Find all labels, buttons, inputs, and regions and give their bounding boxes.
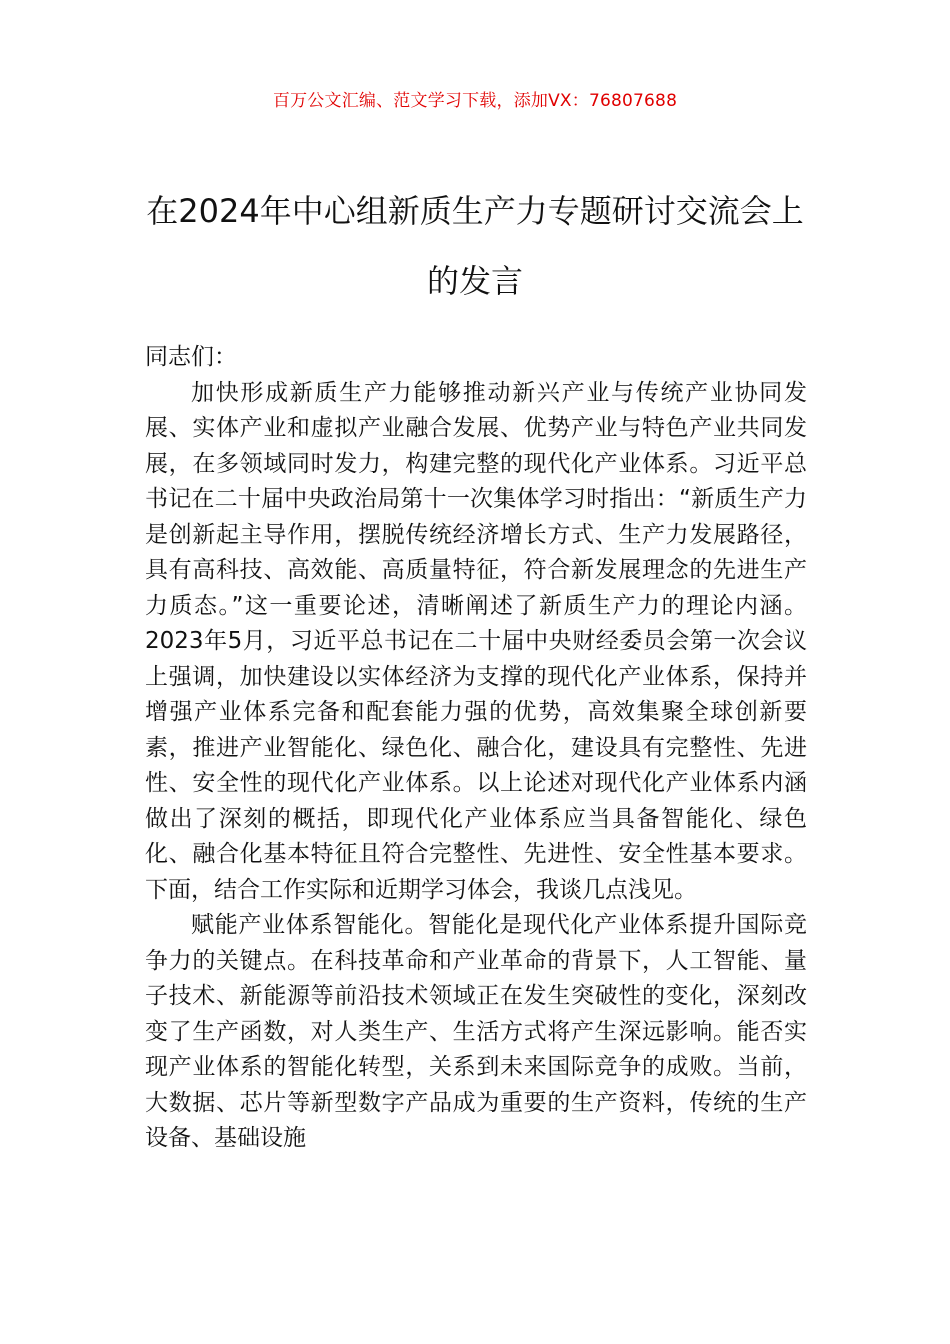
paragraph-intro: 加快形成新质生产力能够推动新兴产业与传统产业协同发展、实体产业和虚拟产业融合发展、优势产业与特色产业共同发展，在多领域同时发力，构建完整的现代化产业体系。习近平总书记在二十届中央政治局第十一次集体学习时指出：“新质生产力是创新起主导作用，摆脱传统经济增长方式、生产力发展路径，具有高科技、高效能、高质量特征，符合新发展理念的先进生产力质态。”这一重要论述，清晰阐述了新质生产力的理论内涵。2023年5月，习近平总书记在二十届中央财经委员会第一次会议上强调，加快建设以实体经济为支撑的现代化产业体系，保持并增强产业体系完备和配套能力强的优势，高效集聚全球创新要素，推进产业智能化、绿色化、融合化，建设具有完整性、先进性、安全性的现代化产业体系。以上论述对现代化产业体系内涵做出了深刻的概括，即现代化产业体系应当具备智能化、绿色化、融合化基本特征且符合完整性、先进性、安全性基本要求。下面，结合工作实际和近期学习体会，我谈几点浅见。 [145, 379, 807, 903]
header-watermark-note: 百万公文汇编、范文学习下载，添加VX：76807688 [272, 91, 678, 111]
document-body [145, 340, 807, 1157]
salutation: 同志们： [145, 344, 237, 370]
paragraph-intelligentization: 赋能产业体系智能化。智能化是现代化产业体系提升国际竞争力的关键点。在科技革命和产业革命的背景下，人工智能、量子技术、新能源等前沿技术领域正在发生突破性的变化，深刻改变了生产函数，对人类生产、生活方式将产生深远影响。能否实现产业体系的智能化转型，关系到未来国际竞争的成败。当前，大数据、芯片等新型数字产品成为重要的生产资料，传统的生产设备、基础设施 [145, 912, 807, 1151]
document-title: 在2024年中心组新质生产力专题研讨交流会上的发言 [146, 192, 804, 300]
